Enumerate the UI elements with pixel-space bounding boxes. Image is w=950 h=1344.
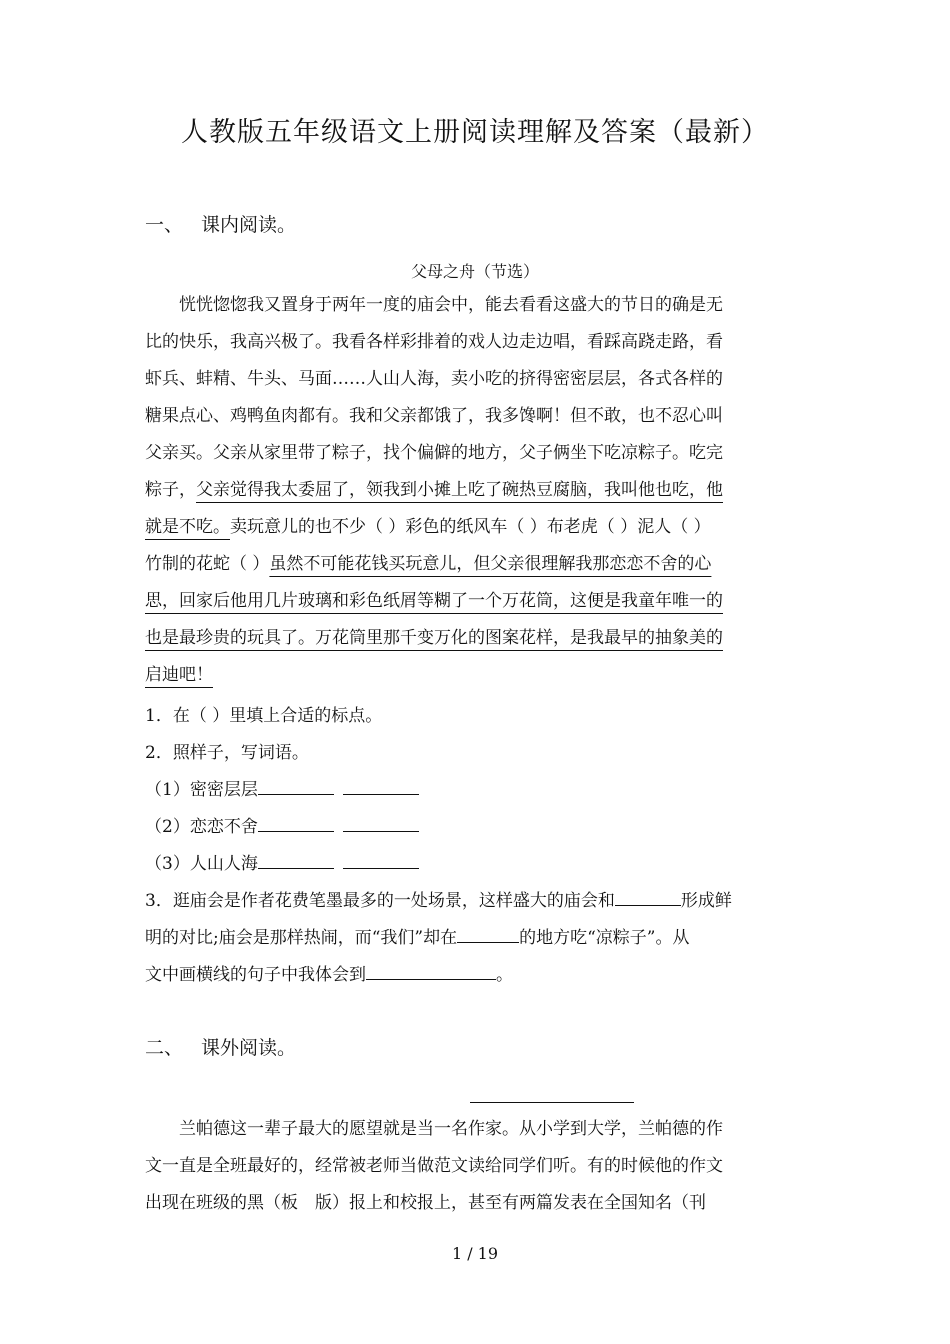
question-text: 的地方吃“凉粽子”。从: [519, 928, 690, 948]
underlined-sentence: 父亲觉得我太委屈了，领我到小摊上吃了碗热豆腐脑，我叫他也吃，他: [196, 480, 723, 500]
text-line: 出现在班级的黑（板 版）报上和校报上，甚至有两篇发表在全国知名（刊: [145, 1193, 706, 1213]
underlined-sentence: 思，回家后他用几片玻璃和彩色纸屑等糊了一个万花筒，这便是我童年唯一的: [145, 591, 723, 611]
text-line: 虾兵、蚌精、牛头、马面……人山人海，卖小吃的挤得密密层层，各式各样的: [145, 369, 723, 389]
answer-blank[interactable]: [343, 813, 419, 832]
question-1: 1．在（ ）里填上合适的标点。: [145, 706, 383, 726]
section-heading-2: [145, 1033, 296, 1060]
answer-blank[interactable]: [343, 850, 419, 869]
text-line: 恍恍惚惚我又置身于两年一度的庙会中，能去看看这盛大的节日的确是无: [145, 295, 723, 315]
text-line: 父亲买。父亲从家里带了粽子，找个偏僻的地方，父子俩坐下吃凉粽子。吃完: [145, 443, 723, 463]
section-label: 课内阅读。: [201, 214, 297, 236]
text-line: [145, 472, 805, 509]
question-text: 明的对比;庙会是那样热闹，而“我们”却在: [145, 928, 458, 948]
page-number: 1 / 19: [451, 1244, 499, 1263]
page-title: 人教版五年级语文上册阅读理解及答案（最新）: [181, 117, 769, 148]
passage-2: [145, 1111, 805, 1222]
question-2-item-2: [145, 809, 805, 846]
answer-blank[interactable]: [258, 813, 334, 832]
text-line: [145, 509, 805, 546]
answer-blank[interactable]: [258, 850, 334, 869]
underlined-sentence: 启迪吧！: [145, 665, 213, 685]
text-line: 糖果点心、鸡鸭鱼肉都有。我和父亲都饿了，我多馋啊！但不敢，也不忍心叫: [145, 406, 723, 426]
passage-title: 父母之舟（节选）: [410, 262, 539, 281]
answer-blank[interactable]: [366, 961, 496, 980]
text-line: 文一直是全班最好的，经常被老师当做范文读给同学们听。有的时候他的作文: [145, 1156, 723, 1176]
question-text: （1）密密层层: [145, 780, 258, 800]
question-text: 3．逛庙会是作者花费笔墨最多的一处场景，这样盛大的庙会和: [145, 891, 615, 911]
text-line: 比的快乐，我高兴极了。我看各样彩排着的戏人边走边唱，看踩高跷走路，看: [145, 332, 723, 352]
question-text: 。: [496, 965, 513, 985]
answer-blank[interactable]: [457, 924, 519, 943]
answer-blank[interactable]: [343, 776, 419, 795]
section-heading-1: [145, 210, 296, 237]
text: 卖玩意儿的也不少（ ）彩色的纸风车（ ）布老虎（ ）泥人（ ）: [230, 517, 711, 537]
text-line: [145, 546, 805, 583]
passage-1: [145, 287, 805, 694]
question-text: （3）人山人海: [145, 854, 258, 874]
question-3-line: [145, 883, 805, 920]
question-2-item-1: [145, 772, 805, 809]
question-text: 文中画横线的句子中我体会到: [145, 965, 366, 985]
section-label: 课外阅读。: [201, 1037, 297, 1059]
text-line: 兰帕德这一辈子最大的愿望就是当一名作家。从小学到大学，兰帕德的作: [145, 1119, 723, 1139]
question-text: 形成鲜: [680, 891, 732, 911]
question-3-line: [145, 957, 805, 994]
question-3-line: [145, 920, 805, 957]
question-2-item-3: [145, 846, 805, 883]
text: 竹制的花蛇（ ）: [145, 554, 270, 574]
answer-blank[interactable]: [258, 776, 334, 795]
section-number: 二、: [145, 1037, 184, 1059]
questions: [145, 698, 805, 994]
title-blank-line[interactable]: [470, 1102, 634, 1103]
text-line: [145, 657, 805, 694]
underlined-sentence: 就是不吃。: [145, 517, 230, 537]
question-text: （2）恋恋不舍: [145, 817, 258, 837]
text-line: [145, 620, 805, 657]
section-number: 一、: [145, 214, 184, 236]
text: 粽子，: [145, 480, 196, 500]
answer-blank[interactable]: [615, 887, 681, 906]
question-2: 2．照样子，写词语。: [145, 743, 309, 763]
text-line: [145, 583, 805, 620]
underlined-sentence: 也是最珍贵的玩具了。万花筒里那千变万化的图案花样，是我最早的抽象美的: [145, 628, 723, 648]
underlined-sentence: 虽然不可能花钱买玩意儿，但父亲很理解我那恋恋不舍的心: [269, 554, 712, 574]
